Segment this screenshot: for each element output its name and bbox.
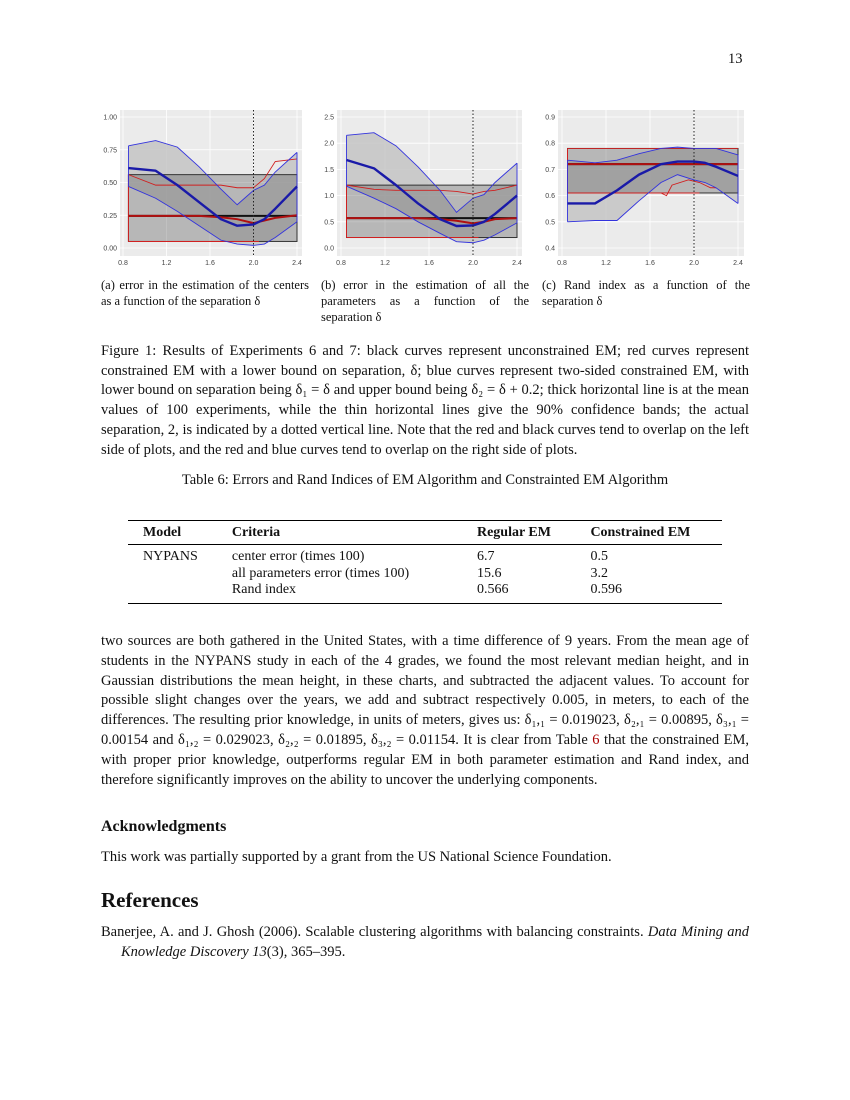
x-tick-label: 1.6 [424, 260, 434, 267]
cell: 3.2 [590, 565, 608, 581]
black-confidence-band [347, 185, 518, 237]
cell [128, 582, 217, 603]
results-table [128, 520, 722, 604]
reference-authors: Banerjee, A. and J. Ghosh (2006). Scalable clustering algorithms with balancing constraints. [101, 923, 648, 940]
cell: all parameters error (times 100) [231, 565, 410, 581]
cell [128, 566, 217, 583]
x-tick-label: 2.4 [733, 260, 743, 267]
table-header-row [128, 521, 722, 545]
x-tick-label: 1.6 [205, 260, 215, 267]
y-tick-label: 0.25 [103, 212, 117, 220]
cell: 15.6 [476, 565, 502, 581]
cell: NYPANS [143, 549, 198, 565]
references-heading: References [101, 887, 199, 912]
x-tick-label: 0.8 [336, 260, 346, 267]
figure-1 [0, 100, 850, 290]
table-reference-link[interactable]: 6 [592, 732, 600, 749]
y-tick-label: 0.4 [545, 245, 555, 253]
x-tick-label: 2.0 [248, 260, 259, 267]
y-tick-label: 0.50 [103, 180, 117, 187]
subcaption-b: (b) error in the estimation of all the parameters as a function of the separation δ [321, 278, 529, 324]
header-model: Model [128, 521, 217, 545]
page-number: 13 [728, 51, 743, 67]
y-tick-label: 2.0 [324, 140, 334, 148]
y-tick-label: 0.8 [545, 140, 555, 148]
header-criteria: Criteria [217, 521, 462, 545]
x-tick-label: 1.2 [380, 260, 390, 267]
reference-pages: (3), 365–395. [266, 943, 346, 960]
cell: 0.5 [590, 549, 608, 565]
paragraph-text: two sources are both gathered in the United States, with a time difference of 9 years. From the mean age of students in the NYPANS study in each of the 4 grades, we found the most relevant median height, and in Gaussian distributions the mean height, in these charts, and subtracted the adjacent values. To account for possible slight changes over the years, we add and subtract respectively 0.005, in meters, to each of the differences. The resulting prior knowledge, in units of meters, gives us: δ₁,₁ = 0.019023, δ₂,₁ = 0.00895, δ₃,₁ = 0.00154 and δ₁,₂ = 0.029023, δ₂,₂ = 0.01895, δ₃,₂ = 0.01154. It is clear from Table [101, 632, 749, 749]
acknowledgments-text: This work was partially supported by a grant from the US National Science Foundation. [101, 848, 612, 865]
subcaption-c: (c) Rand index as a function of the separation δ [542, 278, 750, 308]
y-tick-label: 0.00 [103, 245, 117, 253]
x-tick-label: 0.8 [557, 260, 567, 267]
y-tick-label: 1.00 [103, 114, 117, 122]
page-content [101, 342, 749, 963]
cell: 6.7 [476, 549, 495, 565]
x-tick-label: 0.8 [118, 260, 128, 267]
body-paragraph [101, 632, 749, 791]
cell: center error (times 100) [231, 549, 365, 565]
cell: 0.566 [462, 582, 575, 603]
y-tick-label: 0.9 [545, 114, 555, 122]
header-regular-em: Regular EM [462, 521, 575, 545]
table-row [128, 582, 722, 603]
subcaption-a: (a) error in the estimation of the centers as a function of the separation δ [101, 278, 309, 308]
y-tick-label: 0.75 [103, 147, 117, 155]
paragraph-text: that the constrained EM, with proper prior knowledge, outperforms regular EM in both parameter estimation and Rand index, and therefore significantly improves on the ability to uncover the underlying components. [101, 732, 749, 789]
x-tick-label: 1.6 [645, 260, 655, 267]
x-tick-label: 2.4 [512, 260, 522, 267]
cell: Rand index [217, 582, 462, 603]
table-row [128, 566, 722, 583]
y-tick-label: 0.0 [324, 245, 334, 253]
header-constrained-em: Constrained EM [575, 521, 722, 545]
y-tick-label: 0.7 [545, 166, 555, 174]
x-tick-label: 1.2 [601, 260, 611, 267]
cell: 0.596 [575, 582, 722, 603]
x-tick-label: 2.0 [689, 260, 699, 267]
acknowledgments-heading: Acknowledgments [101, 817, 227, 835]
y-tick-label: 1.0 [324, 193, 334, 201]
x-tick-label: 1.2 [161, 260, 172, 267]
y-tick-label: 0.5 [545, 219, 555, 227]
table-caption: Table 6: Errors and Rand Indices of EM Algorithm and Constrainted EM Algorithm [181, 472, 669, 489]
y-tick-label: 1.5 [324, 166, 334, 174]
x-tick-label: 2.4 [292, 260, 302, 267]
y-tick-label: 2.5 [324, 114, 334, 122]
figure-caption: Figure 1: Results of Experiments 6 and 7: black curves represent unconstrained EM; red curves represent constrained EM with a lower bound on separation, δ; blue curves represent two-sided constrained EM, with lower bound on separation being δ₁ = δ and upper bound being δ₂ = δ + 0.2; thick horizontal line is at the mean values of 100 experiments, while the thin horizontal lines give the 90% confidence bands; the actual separation, 2, is indicated by a dotted vertical line. Note that the red and black curves tend to overlap on the left side of plots, and the red and blue curves tend to overlap on the right side of plots. [101, 343, 749, 458]
reference-item [101, 923, 749, 963]
y-tick-label: 0.6 [545, 193, 555, 201]
y-tick-label: 0.5 [324, 219, 334, 227]
reference-journal: Data Mining and Knowledge Discovery 13 [121, 923, 750, 960]
x-tick-label: 2.0 [468, 260, 478, 267]
table-row [128, 545, 722, 566]
